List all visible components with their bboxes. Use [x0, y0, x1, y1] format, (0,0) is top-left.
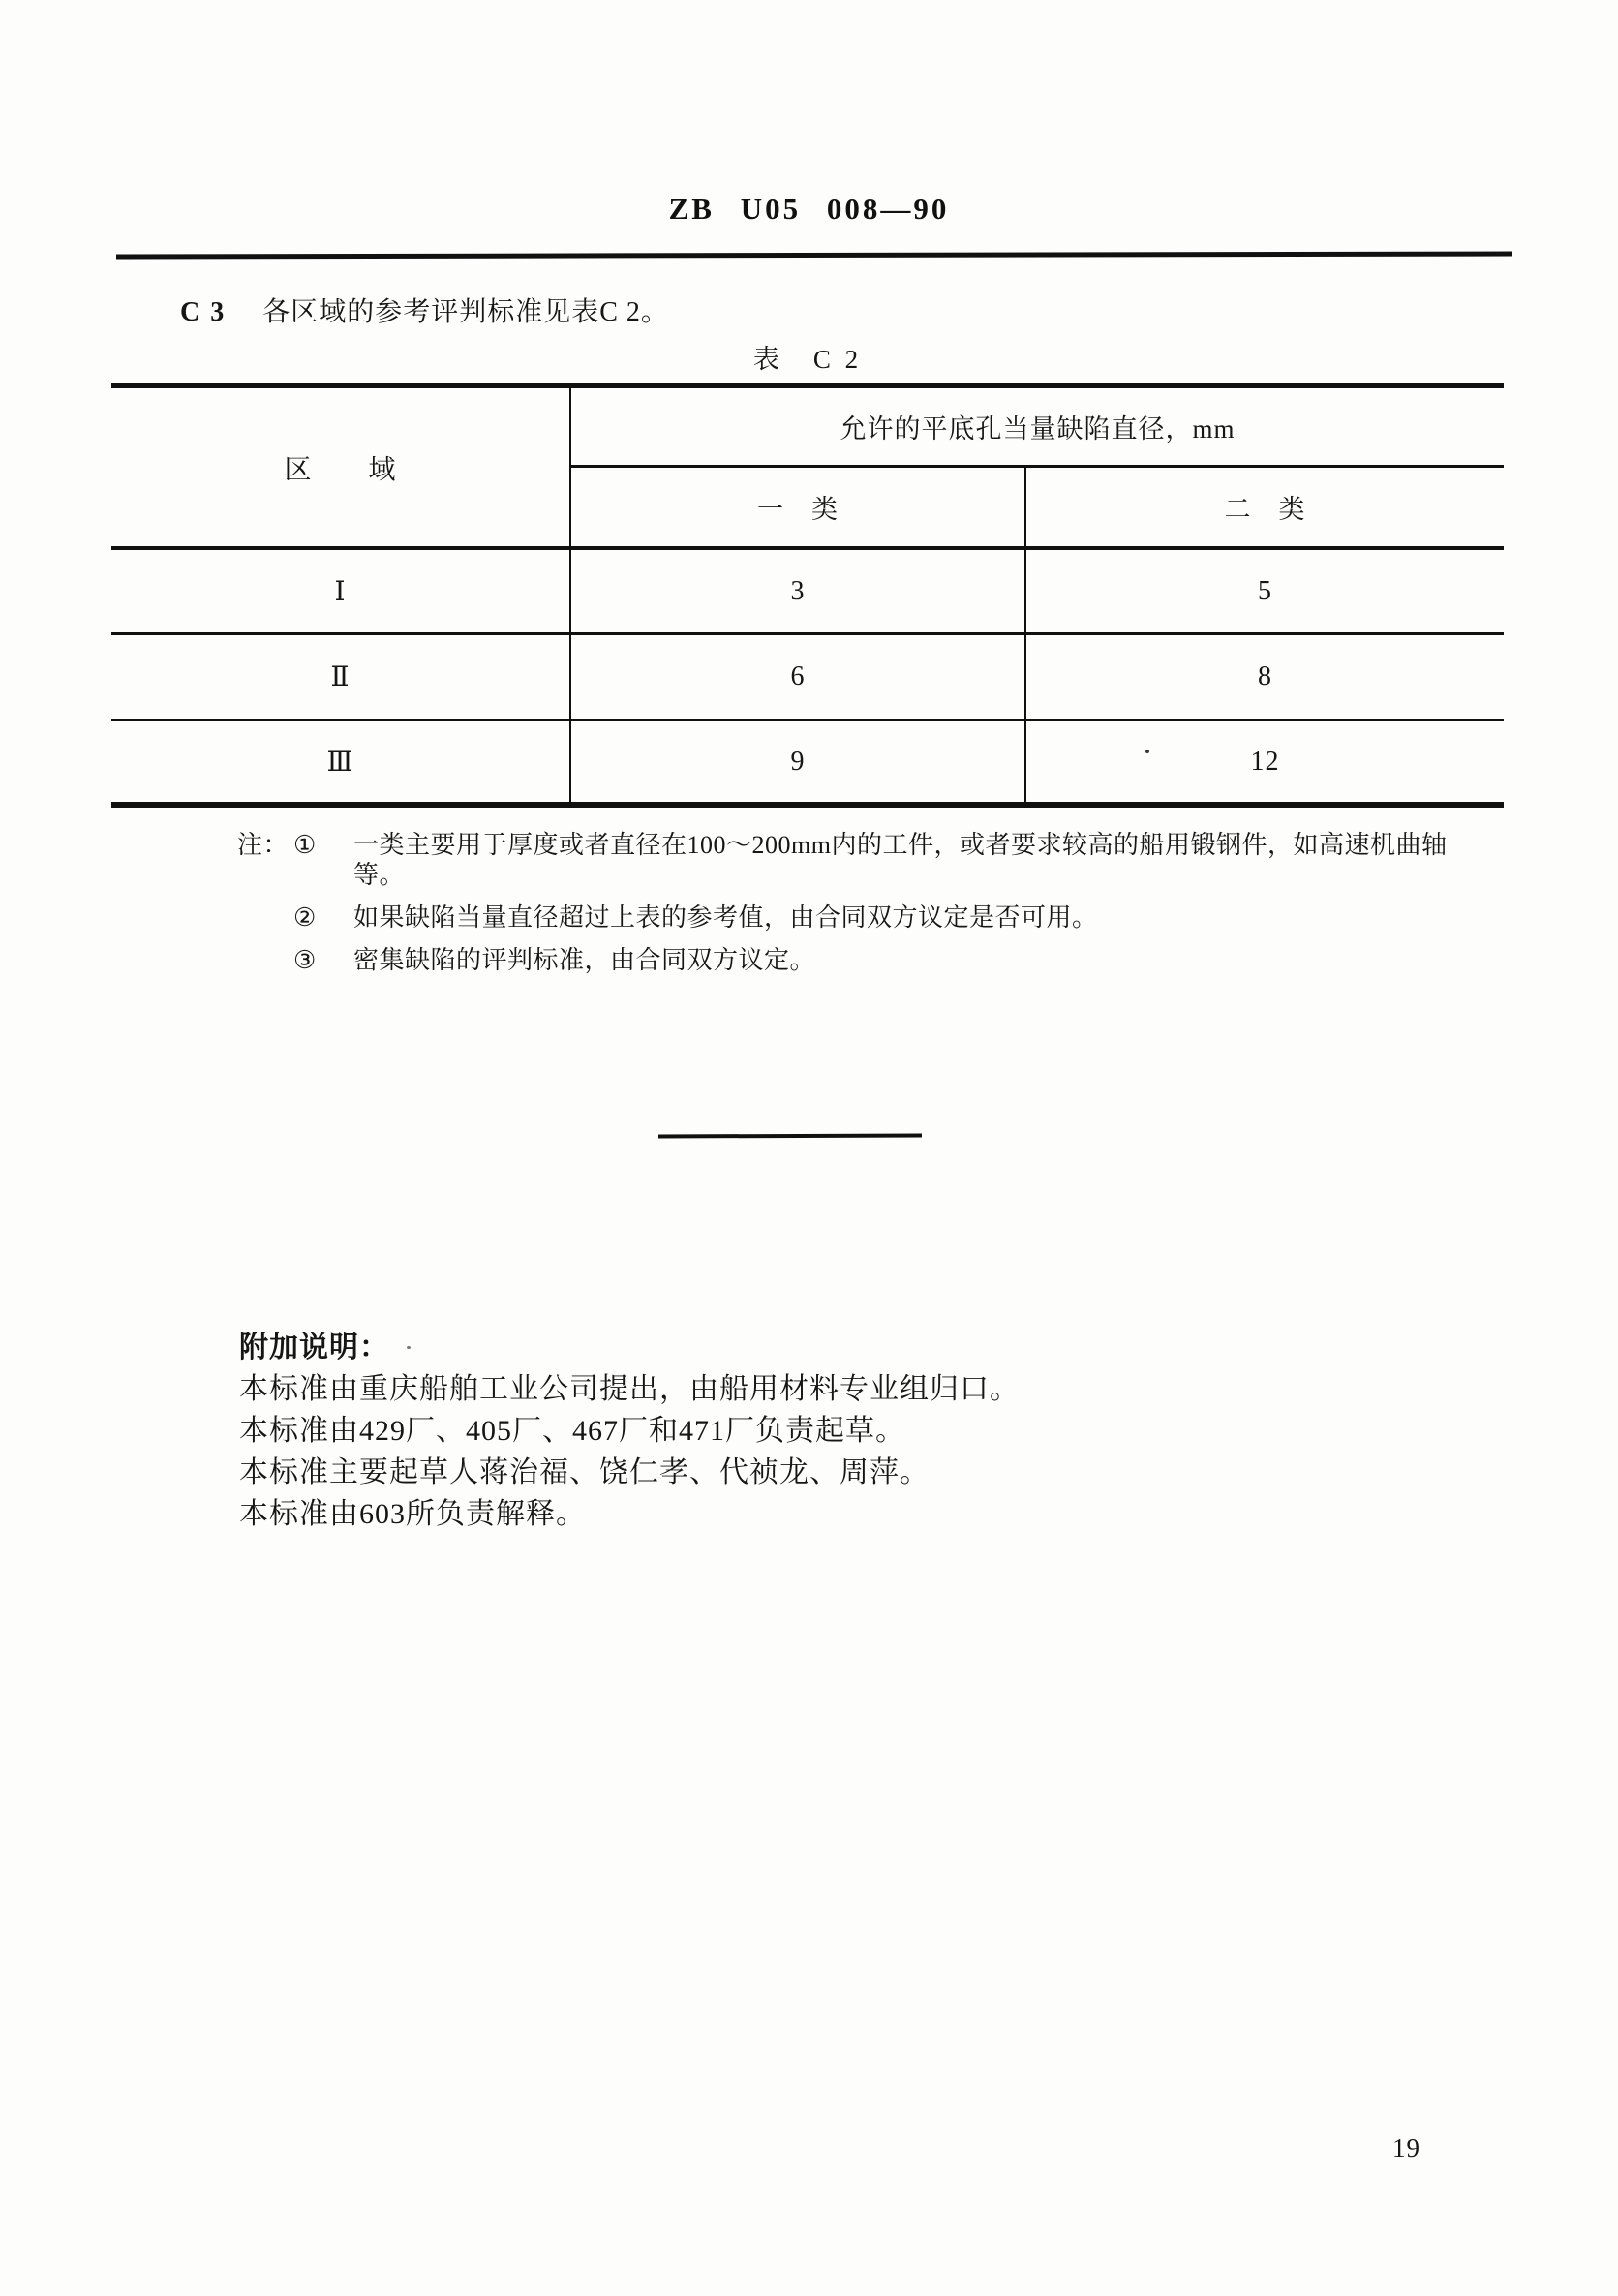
table-header-class1: 一 类	[571, 468, 1026, 550]
addendum-line: 本标准由603所负责解释。	[239, 1498, 586, 1530]
table-header-region: 区 域	[111, 388, 571, 550]
table-cell-class2-1: 5	[1026, 550, 1504, 635]
table-cell-region-3: Ⅲ	[111, 721, 571, 802]
table-cell-class1-1: 3	[571, 550, 1026, 635]
standard-number-header: ZB U05 008—90	[668, 192, 950, 226]
page-number: 19	[1392, 2133, 1420, 2162]
table-notes	[237, 830, 1498, 975]
addendum-line: 本标准由429厂、405厂、467厂和471厂负责起草。	[239, 1415, 905, 1447]
addendum-line: 本标准主要起草人蒋治福、饶仁孝、代祯龙、周萍。	[239, 1456, 930, 1488]
scan-artifact	[1145, 750, 1149, 753]
table-cell-class1-3: 9	[571, 721, 1026, 802]
clause-c3	[180, 291, 669, 329]
table-cell-class2-2: 8	[1026, 635, 1504, 721]
notes-indent	[237, 945, 293, 975]
addendum-section	[239, 1327, 1020, 1535]
addendum-line: 本标准由重庆船舶工业公司提出，由船用材料专业组归口。	[239, 1373, 1020, 1405]
table-c2	[111, 383, 1504, 808]
notes-indent	[237, 903, 293, 933]
table-cell-region-1: Ⅰ	[111, 550, 571, 635]
clause-text: 各区域的参考评判标准见表C 2。	[262, 297, 669, 327]
scan-artifact	[407, 1346, 411, 1349]
note-3-number: ③	[293, 946, 317, 974]
clause-number: C 3	[180, 297, 227, 327]
note-2-text: 如果缺陷当量直径超过上表的参考值，由合同双方议定是否可用。	[353, 903, 1098, 932]
note-1-text: 一类主要用于厚度或者直径在100～200mm内的工件，或者要求较高的船用锻钢件，如高速机曲轴等。	[353, 831, 1448, 889]
note-2-number: ②	[293, 903, 317, 932]
header-rule	[116, 251, 1512, 259]
table-header-class2: 二 类	[1026, 468, 1504, 550]
table-caption: 表 C 2	[752, 345, 863, 374]
addendum-heading: 附加说明：	[239, 1332, 389, 1363]
note-3-text: 密集缺陷的评判标准，由合同双方议定。	[353, 946, 816, 974]
table-cell-class1-2: 6	[571, 635, 1026, 721]
table-cell-class2-3: 12	[1250, 746, 1280, 777]
section-separator-rule	[658, 1134, 922, 1139]
table-cell-region-2: Ⅱ	[111, 635, 571, 721]
notes-label: 注：	[237, 831, 290, 859]
table-header-diameter: 允许的平底孔当量缺陷直径，mm	[571, 388, 1504, 468]
note-1-number: ①	[293, 831, 317, 859]
